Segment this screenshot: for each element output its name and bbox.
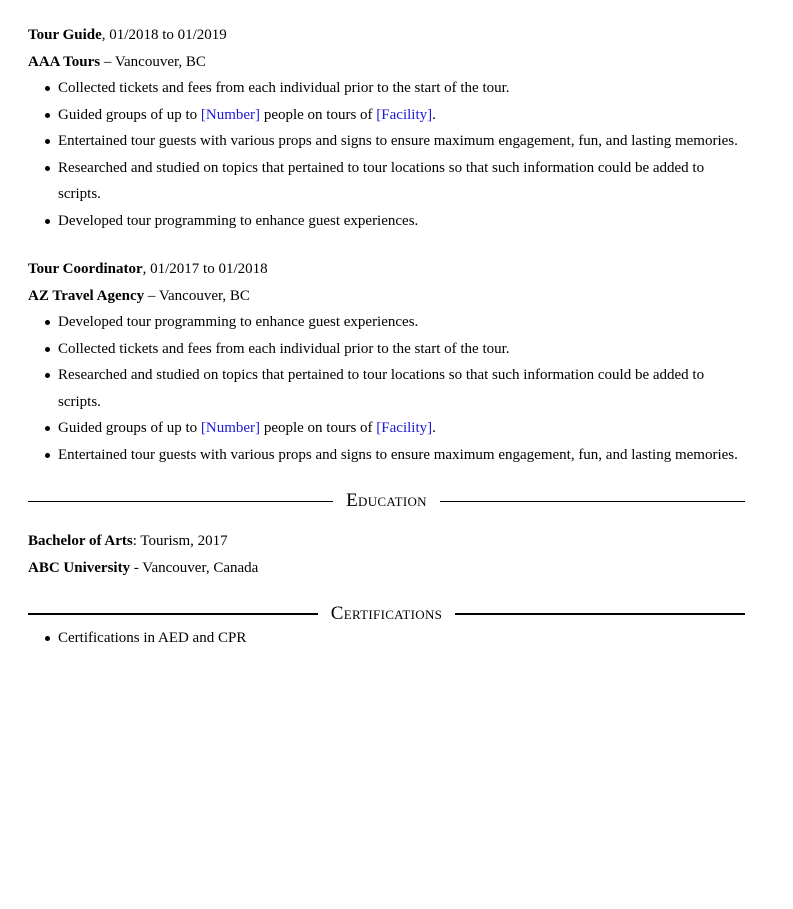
- divider-line: [28, 501, 333, 502]
- education-section-heading: [28, 490, 745, 512]
- list-item: Researched and studied on topics that pertained to tour locations so that such information could be added to scripts.: [28, 155, 745, 208]
- company-name: AAA Tours: [28, 53, 101, 70]
- bullet-text: people on tours of: [260, 106, 377, 123]
- job-title-line: [28, 256, 745, 283]
- bullet-text: people on tours of: [260, 420, 377, 436]
- list-item: Collected tickets and fees from each individual prior to the start of the tour.: [28, 75, 745, 102]
- job-title-line: [28, 22, 745, 49]
- bullet-text: .: [432, 420, 436, 436]
- bullet-text: .: [432, 106, 436, 123]
- company-location: – Vancouver, BC: [144, 287, 250, 304]
- divider-line: [28, 613, 318, 615]
- degree-name: Bachelor of Arts: [28, 533, 133, 549]
- degree-field: : Tourism, 2017: [132, 533, 228, 549]
- school-name: ABC University: [28, 559, 131, 576]
- section-title: Certifications: [330, 603, 443, 624]
- list-item: Collected tickets and fees from each individual prior to the start of the tour.: [28, 336, 745, 363]
- school-line: [28, 555, 745, 582]
- certifications-list: [28, 625, 745, 652]
- placeholder-number: [Number]: [200, 106, 261, 123]
- divider-line: [455, 613, 745, 615]
- list-item: Certifications in AED and CPR: [28, 625, 745, 652]
- list-item: [28, 102, 745, 129]
- list-item: [28, 415, 745, 442]
- job-title: Tour Guide: [28, 27, 102, 43]
- placeholder-number: [Number]: [200, 420, 261, 436]
- list-item: Researched and studied on topics that pertained to tour locations so that such information could be added to scripts.: [28, 362, 745, 415]
- job-company-line: [28, 283, 745, 310]
- section-title: Education: [346, 490, 427, 511]
- company-location: – Vancouver, BC: [100, 53, 206, 70]
- bullet-text: Guided groups of up to: [58, 106, 201, 123]
- list-item: Developed tour programming to enhance guest experiences.: [28, 309, 745, 336]
- placeholder-facility: [Facility]: [376, 420, 433, 436]
- job-entry: [28, 256, 745, 468]
- job-title: Tour Coordinator: [28, 261, 143, 277]
- school-location: - Vancouver, Canada: [130, 559, 259, 576]
- job-dates: , 01/2018 to 01/2019: [101, 27, 227, 43]
- education-entry: [28, 528, 745, 581]
- job-duties-list: [28, 75, 745, 234]
- job-duties-list: [28, 309, 745, 468]
- company-name: AZ Travel Agency: [28, 287, 145, 304]
- list-item: Entertained tour guests with various props and signs to ensure maximum engagement, fun, and lasting memories.: [28, 128, 745, 155]
- degree-line: [28, 528, 745, 555]
- job-company-line: [28, 49, 745, 76]
- list-item: Developed tour programming to enhance guest experiences.: [28, 208, 745, 235]
- divider-line: [440, 501, 745, 502]
- job-dates: , 01/2017 to 01/2018: [142, 261, 268, 277]
- certifications-section-heading: [28, 603, 745, 625]
- job-entry: [28, 22, 745, 234]
- placeholder-facility: [Facility]: [376, 106, 433, 123]
- bullet-text: Guided groups of up to: [58, 420, 201, 436]
- list-item: Entertained tour guests with various props and signs to ensure maximum engagement, fun, and lasting memories.: [28, 442, 745, 469]
